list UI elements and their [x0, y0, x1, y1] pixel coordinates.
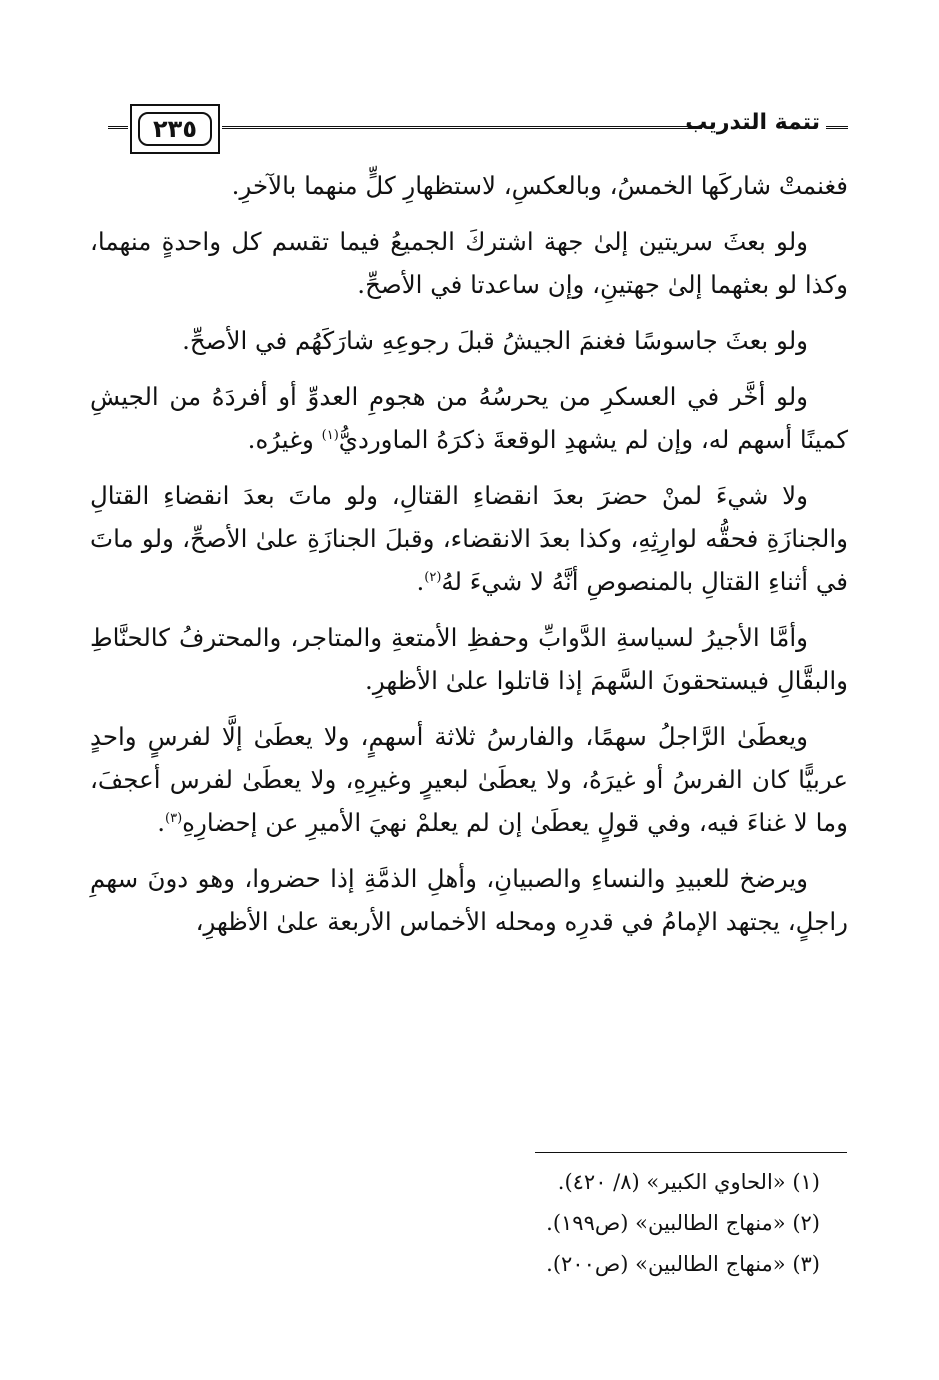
header-rule [222, 126, 702, 129]
paragraph-text: ويعطَىٰ الرَّاجلُ سهمًا، والفارسُ ثلاثة أسهمٍ، ولا يعطَىٰ إلَّا لفرسٍ واحدٍ عربيًّا كان الفرسُ أو غيرَهُ، ولا يعطَىٰ لبعيرٍ وغيرِهِ، ولا يعطَىٰ لفرس أعجفَ، وما لا غناءَ فيه، وفي قولٍ يعطَىٰ إن لم يعلمْ نهيَ الأميرِ عن إحضارِهِ [90, 722, 848, 837]
paragraph-text: ولا شيءَ لمنْ حضرَ بعدَ انقضاءِ القتالِ، ولو ماتَ بعدَ انقضاءِ القتالِ والجنازَةِ فحقُّه لوارِثِهِ، وكذا بعدَ الانقضاء، وقبلَ الجنازَةِ علىٰ الأصحِّ، ولو ماتَ في أثناءِ القتالِ بالمنصوصِ أنَّهُ لا شيءَ لهُ [90, 481, 848, 596]
header-rule-right [826, 126, 848, 129]
main-text [90, 164, 848, 956]
paragraph-text: . [157, 808, 166, 837]
page-number: ٢٣٥ [138, 112, 212, 146]
footnote: (٣) «منهاج الطالبين» (ص٢٠٠). [546, 1252, 820, 1276]
footnote-ref: (٢) [424, 569, 442, 585]
paragraph [90, 474, 848, 603]
footnote: (٢) «منهاج الطالبين» (ص١٩٩). [546, 1211, 820, 1235]
page-number-frame [130, 104, 220, 154]
page-header [88, 96, 848, 160]
paragraph: وأمَّا الأجيرُ لسياسةِ الدَّوابِّ وحفظِ الأمتعةِ والمتاجر، والمحترفُ كالحنَّاطِ والبقَّالِ فيستحقونَ السَّهمَ إذا قاتلوا علىٰ الأظهرِ. [90, 623, 848, 695]
paragraph-text: وغيرُه. [247, 425, 322, 454]
paragraph: ولو بعثَ سريتين إلىٰ جهة اشتركَ الجميعُ فيما تقسم كل واحدةٍ منهما، وكذا لو بعثهما إلىٰ جهتينِ، وإن ساعدتا في الأصحِّ. [90, 227, 848, 299]
paragraph: ويرضخ للعبيدِ والنساءِ والصبيانِ، وأهلِ الذمَّةِ إذا حضروا، وهو دونَ سهمِ راجلٍ، يجتهد الإمامُ في قدرِه ومحله الأخماس الأربعة علىٰ الأظهرِ، [90, 864, 848, 936]
paragraph-text: . [416, 567, 425, 596]
paragraph [90, 375, 848, 461]
paragraph [90, 715, 848, 844]
footnote: (١) «الحاوي الكبير» (٨/ ٤٢٠). [557, 1170, 820, 1194]
paragraph-text: ولو أخَّر في العسكرِ من يحرسُهُ من هجومِ العدوِّ أو أفردَهُ من الجيشِ كمينًا أسهم له، وإن لم يشهدِ الوقعةَ ذكرَهُ الماورديُّ [90, 382, 848, 454]
header-rule-left [108, 126, 128, 129]
footnotes [400, 1162, 820, 1285]
paragraph: فغنمتْ شاركَها الخمسُ، وبالعكسِ، لاستظهارِ كلٍّ منهما بالآخرِ. [231, 171, 848, 200]
paragraph: ولو بعثَ جاسوسًا فغنمَ الجيشُ قبلَ رجوعِهِ شارَكَهُم في الأصحِّ. [182, 326, 808, 355]
running-title: تتمة التدريب [685, 110, 820, 135]
footnote-separator [535, 1152, 847, 1153]
footnote-ref: (١) [321, 427, 339, 443]
footnote-ref: (٣) [165, 810, 183, 826]
